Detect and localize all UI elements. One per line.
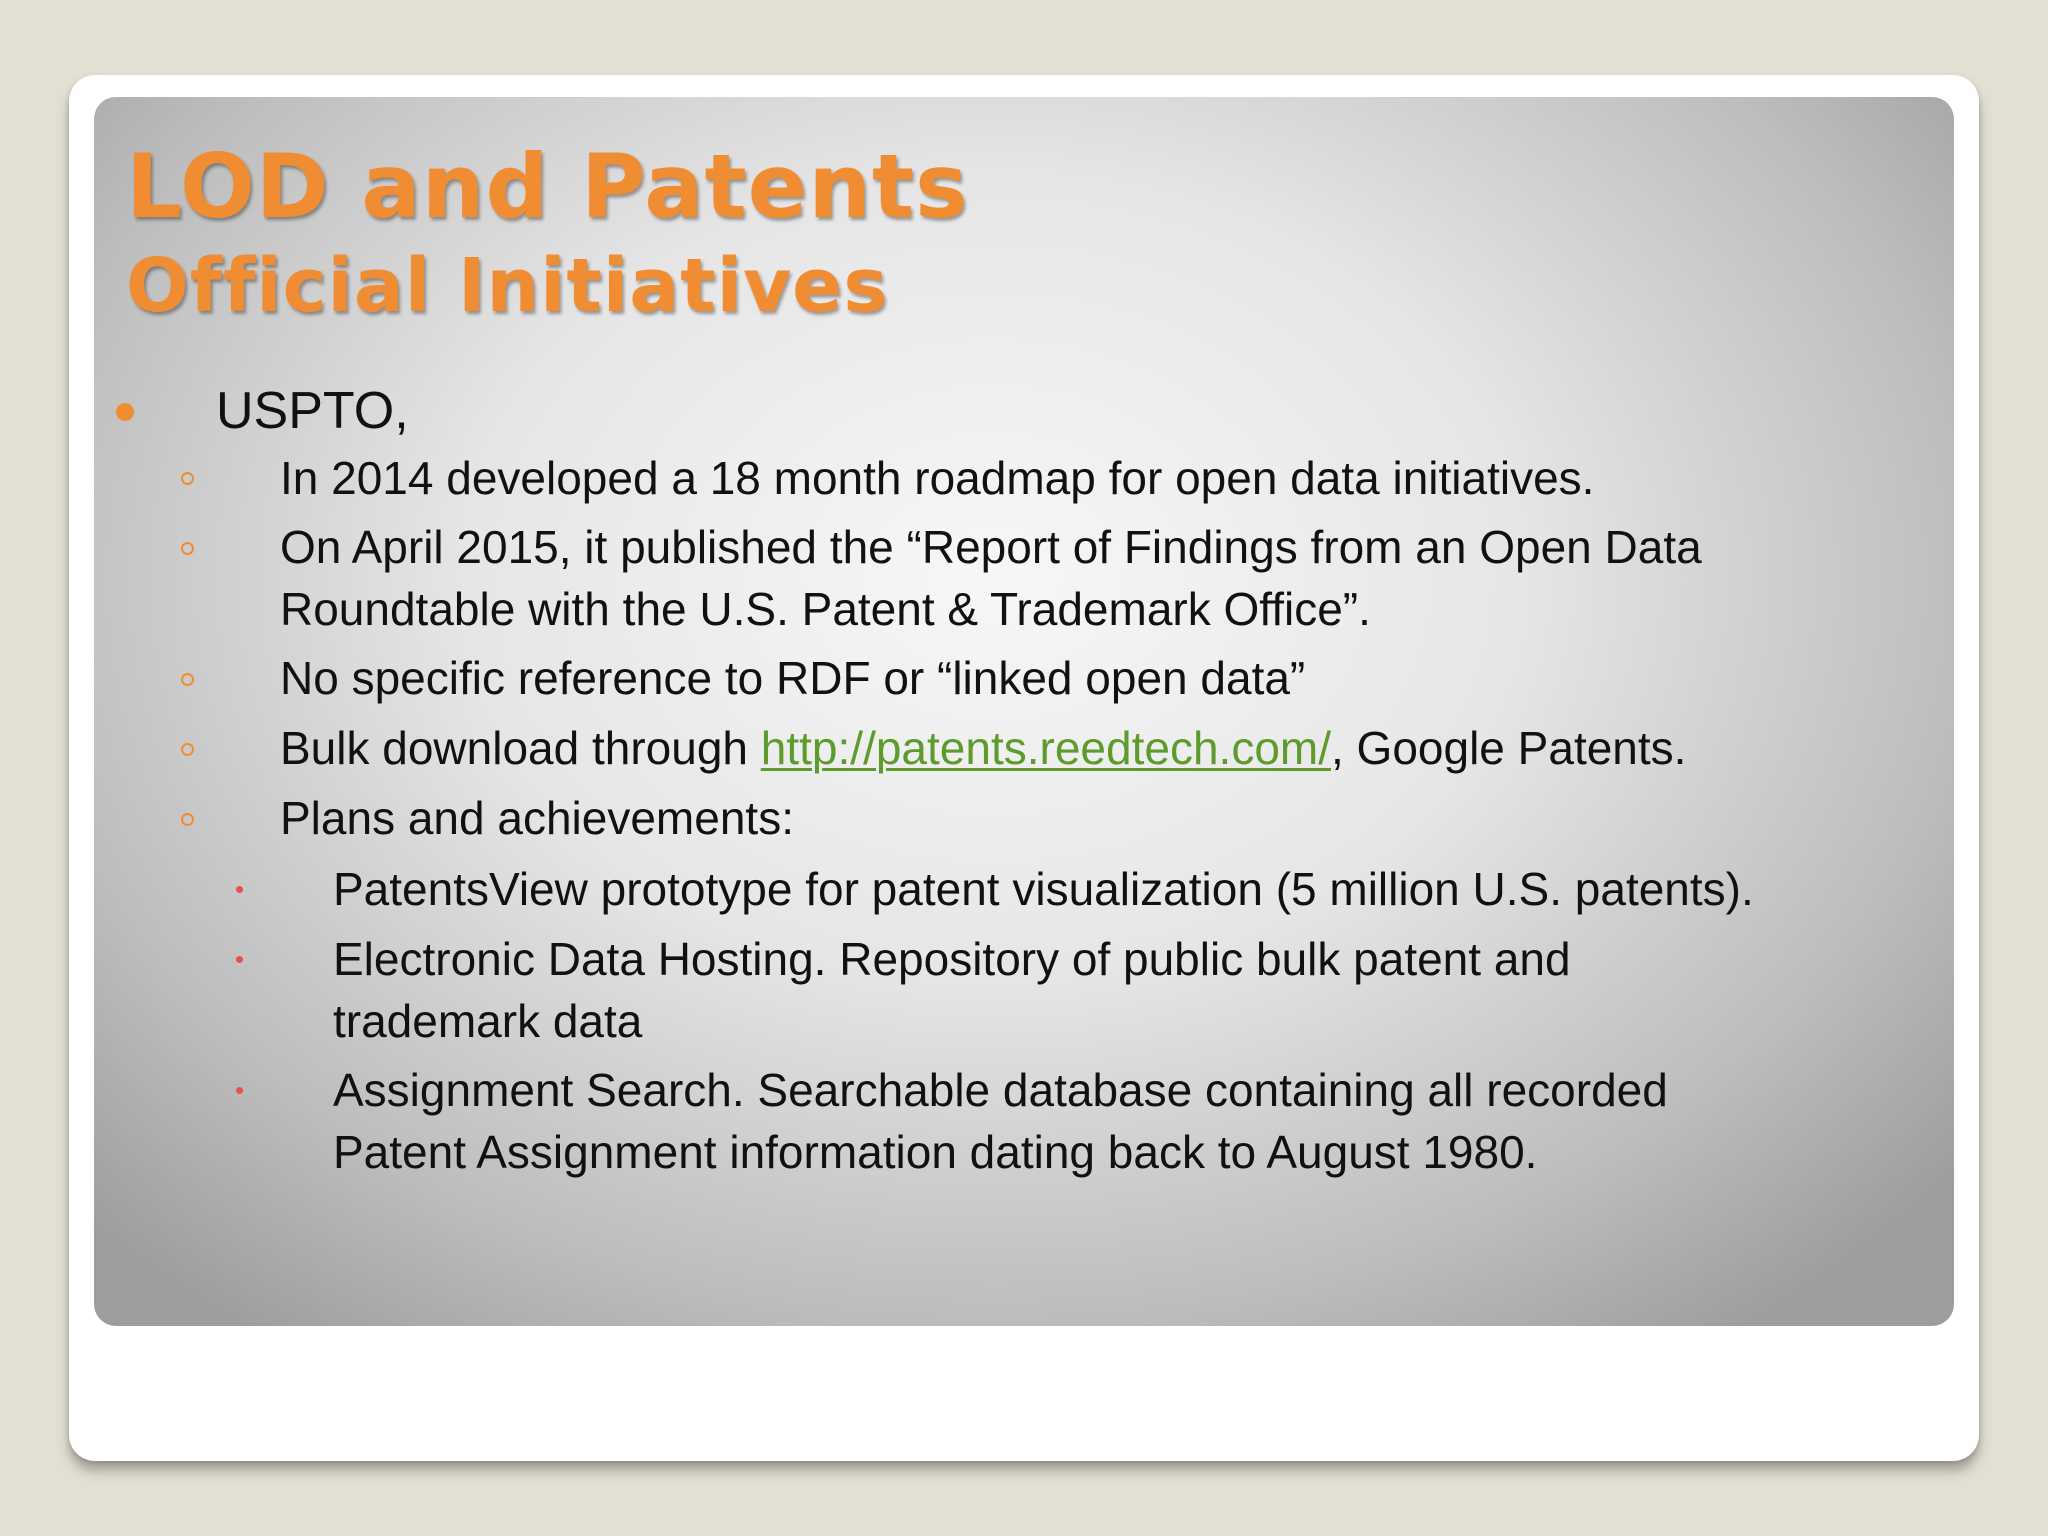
list-item-text-line1: On April 2015, it published the “Report of Findings from an Open Data (280, 521, 1702, 573)
bullet-ring-icon (181, 813, 194, 826)
list-item-text: USPTO, (216, 382, 409, 440)
list-item-text-line2: Patent Assignment information dating back to August 1980. (333, 1126, 1538, 1178)
list-item-text: No specific reference to RDF or “linked open data” (280, 652, 1306, 704)
list-item-text: PatentsView prototype for patent visualization (5 million U.S. patents). (333, 863, 1754, 915)
bullet-ring-icon (181, 542, 194, 555)
bullet-dot-icon (116, 403, 134, 421)
reedtech-link[interactable]: http://patents.reedtech.com/ (760, 722, 1331, 774)
bulk-suffix: , Google Patents. (1331, 722, 1687, 774)
list-item-text: Plans and achievements: (280, 792, 794, 844)
list-item-text-line1: Electronic Data Hosting. Repository of public bulk patent and (333, 933, 1571, 985)
bullet-dot-icon (236, 956, 243, 963)
bullet-dot-icon (236, 1087, 243, 1094)
slide (94, 97, 1954, 1326)
slide-title: LOD and Patents (126, 135, 969, 238)
bullet-ring-icon (181, 673, 194, 686)
bullet-ring-icon (181, 743, 194, 756)
list-item-text (280, 717, 1686, 779)
list-item-text-line2: trademark data (333, 995, 643, 1047)
bulk-prefix: Bulk download through (280, 722, 761, 774)
bullet-ring-icon (181, 472, 194, 485)
slide-subtitle: Official Initiatives (126, 243, 889, 329)
list-item-text: In 2014 developed a 18 month roadmap for open data initiatives. (280, 452, 1595, 504)
bullet-dot-icon (236, 886, 243, 893)
list-item-text-line2: Roundtable with the U.S. Patent & Trademark Office”. (280, 583, 1371, 635)
list-item-text-line1: Assignment Search. Searchable database containing all recorded (333, 1064, 1668, 1116)
